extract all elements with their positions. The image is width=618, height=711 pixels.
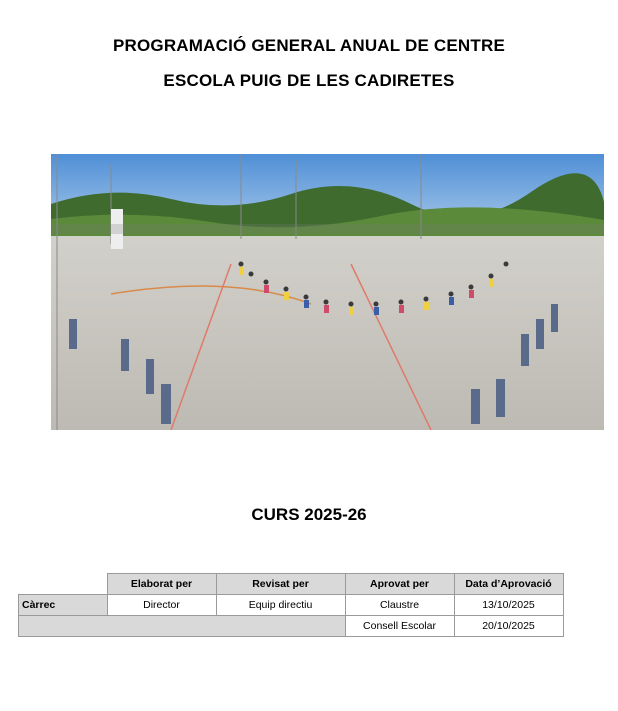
document-title: PROGRAMACIÓ GENERAL ANUAL DE CENTRE [112, 36, 506, 55]
cell-revisat: Equip directiu [216, 595, 345, 616]
merged-grey-cell [19, 616, 346, 637]
table-header-row [19, 574, 564, 595]
header-aprovat: Aprovat per [345, 574, 454, 595]
course-year: CURS 2025-26 [251, 505, 367, 524]
cell-data: 13/10/2025 [454, 595, 563, 616]
row-label-carrec: Càrrec [19, 595, 108, 616]
cover-photo [51, 154, 604, 430]
table-row [19, 595, 564, 616]
cell-elaborat: Director [107, 595, 216, 616]
cell-data-2: 20/10/2025 [454, 616, 563, 637]
cell-aprovat-2: Consell Escolar [345, 616, 454, 637]
header-revisat: Revisat per [216, 574, 345, 595]
cell-aprovat: Claustre [345, 595, 454, 616]
approval-table [18, 573, 564, 637]
header-data-aprovacio: Data d’Aprovació [454, 574, 563, 595]
school-name: ESCOLA PUIG DE LES CADIRETES [163, 71, 455, 90]
table-row [19, 616, 564, 637]
table-corner-cell [19, 574, 108, 595]
header-elaborat: Elaborat per [107, 574, 216, 595]
